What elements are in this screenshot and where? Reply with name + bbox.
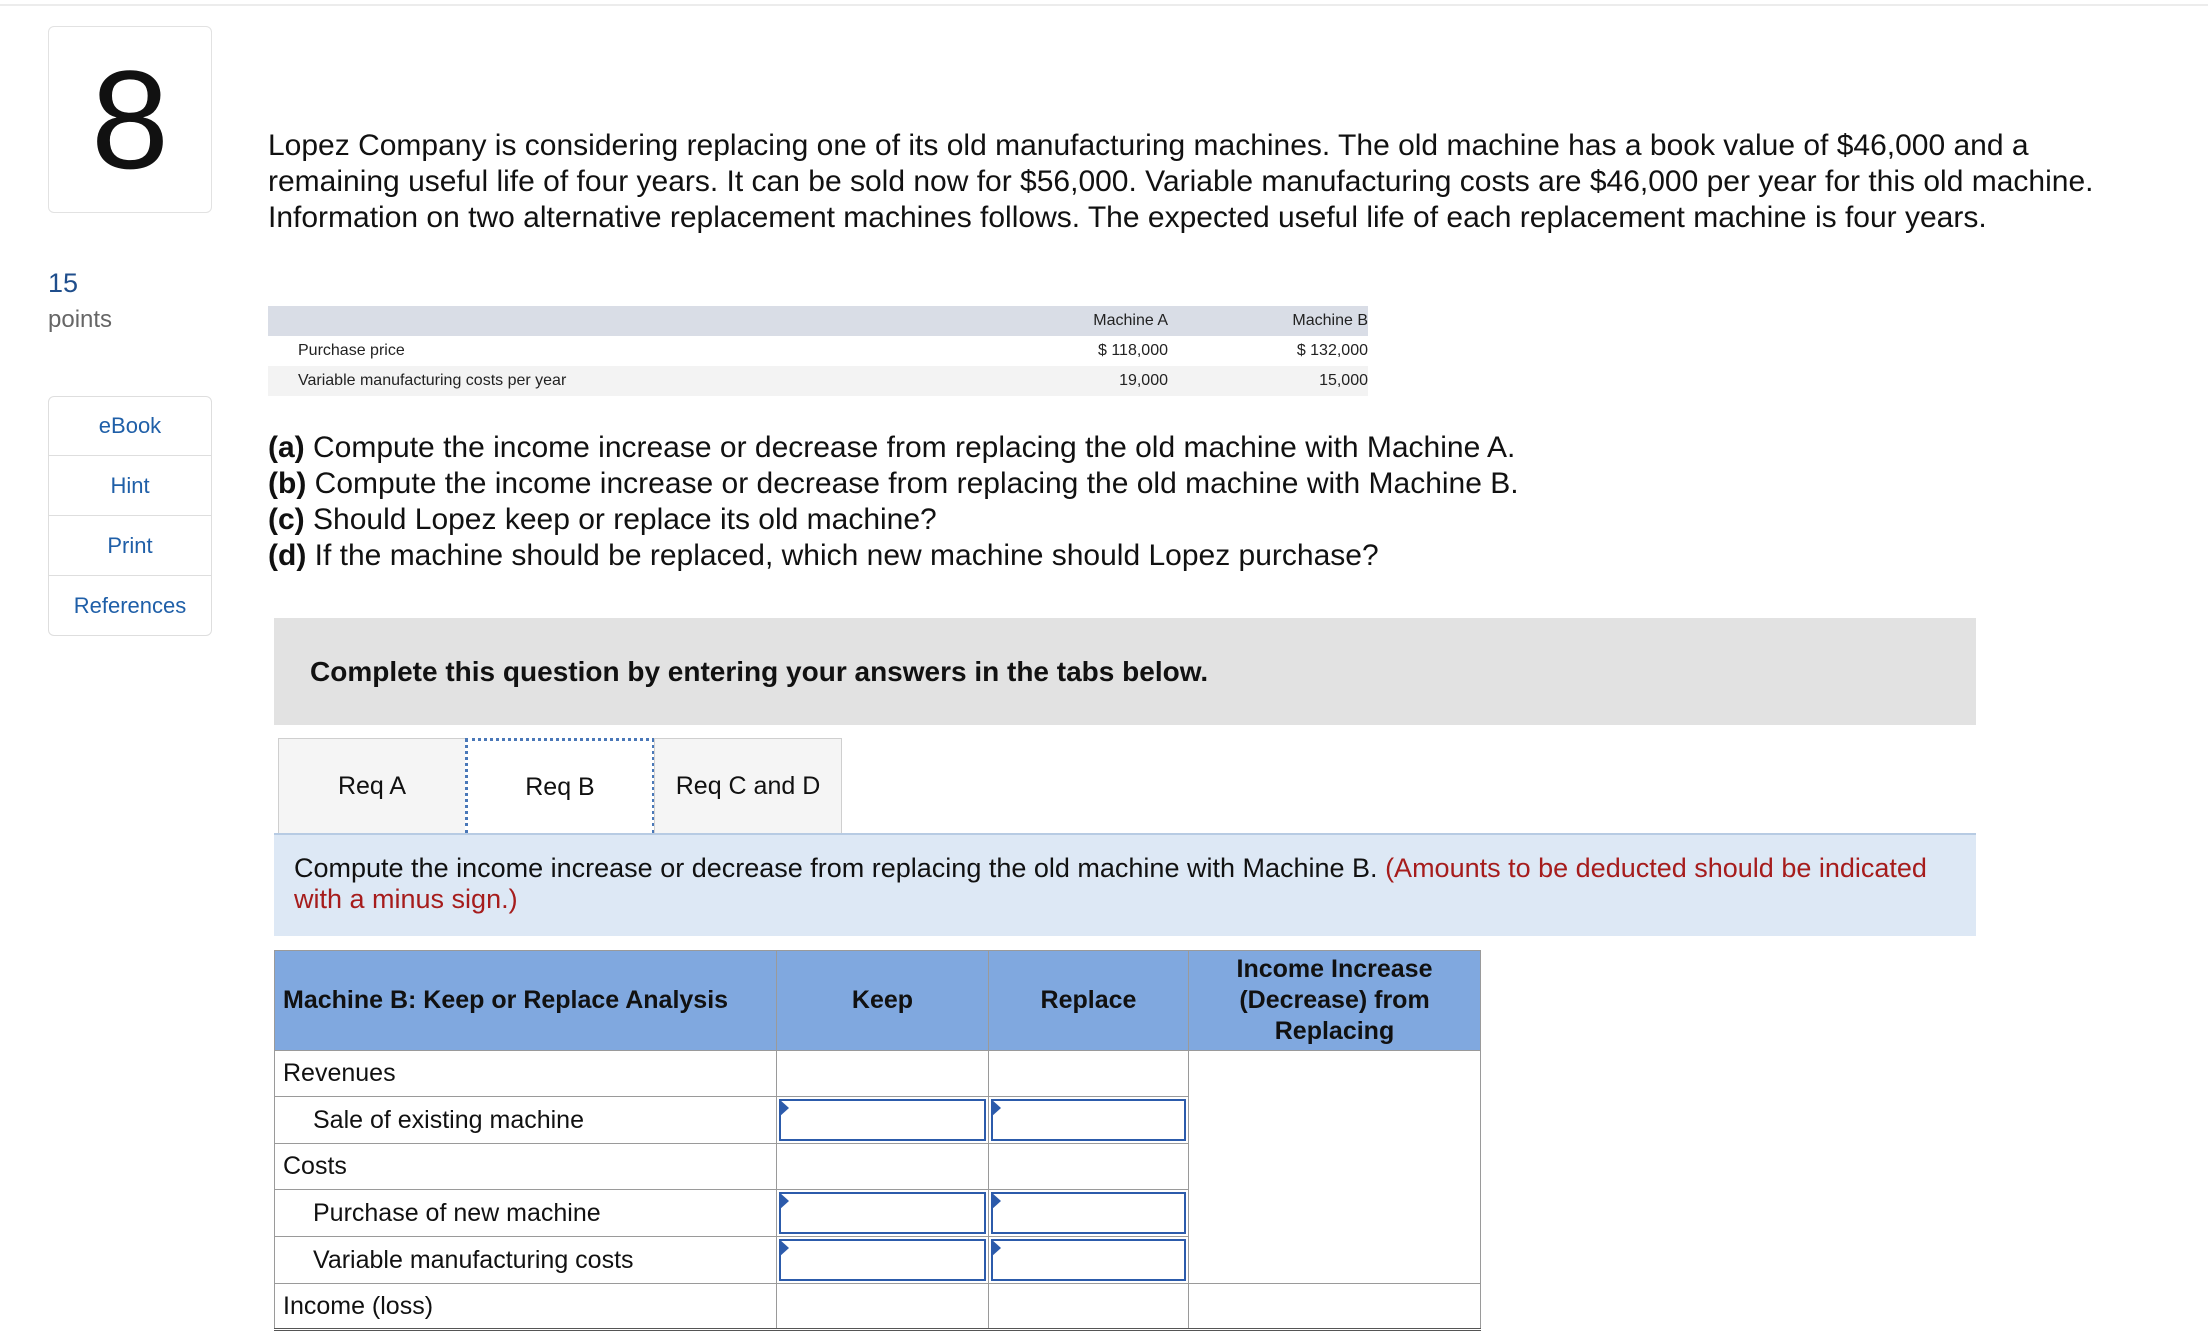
increase-cell xyxy=(1189,1144,1481,1190)
keep-income-cell xyxy=(777,1284,989,1330)
analysis-title-header: Machine B: Keep or Replace Analysis xyxy=(275,951,777,1051)
requirement-item xyxy=(268,466,1519,502)
machine-a-header: Machine A xyxy=(1093,312,1168,329)
sale-existing-label: Sale of existing machine xyxy=(275,1097,777,1144)
requirement-tag: (c) xyxy=(268,503,305,536)
increase-cell xyxy=(1189,1237,1481,1284)
increase-cell xyxy=(1189,1051,1481,1097)
table-row xyxy=(275,1190,1481,1237)
print-link[interactable]: Print xyxy=(49,515,211,575)
requirement-text: Should Lopez keep or replace its old machine? xyxy=(304,503,937,536)
replace-variable-input[interactable] xyxy=(989,1237,1189,1284)
machine-a-value: 19,000 xyxy=(1119,372,1168,389)
hint-link[interactable]: Hint xyxy=(49,455,211,515)
keep-variable-input[interactable] xyxy=(777,1237,989,1284)
problem-statement: Lopez Company is considering replacing one of its old manufacturing machines. The old machine has a book value of $46,000 and a remaining useful life of four years. It can be sold now for $56,000. Variable manufacturing costs are $46,000 per year for this old machine. Information on two alternative replacement machines follows. The expected useful life of each replacement machine is four years. xyxy=(268,129,2094,234)
requirement-item xyxy=(268,502,1519,538)
keep-cell xyxy=(777,1144,989,1190)
income-increase-header: Income Increase (Decrease) from Replacing xyxy=(1189,951,1481,1051)
replace-purchase-input[interactable] xyxy=(989,1190,1189,1237)
revenues-label: Revenues xyxy=(275,1051,777,1097)
resource-sidebar xyxy=(48,396,212,636)
machine-b-header: Machine B xyxy=(1292,312,1368,329)
row-label: Variable manufacturing costs per year xyxy=(298,372,567,389)
references-link[interactable]: References xyxy=(49,575,211,635)
income-loss-label: Income (loss) xyxy=(275,1284,777,1330)
instruction-banner: Complete this question by entering your answers in the tabs below. xyxy=(274,618,1976,725)
requirement-tag: (b) xyxy=(268,467,307,500)
replace-cell xyxy=(989,1144,1189,1190)
increase-cell xyxy=(1189,1190,1481,1237)
requirement-item xyxy=(268,430,1519,466)
top-divider xyxy=(0,4,2208,6)
ebook-link[interactable]: eBook xyxy=(98,413,162,438)
costs-label: Costs xyxy=(275,1144,777,1190)
tab-prompt xyxy=(274,833,1976,936)
machine-b-value: $ 132,000 xyxy=(1296,342,1368,359)
keep-cell xyxy=(777,1051,989,1097)
table-row xyxy=(275,1097,1481,1144)
machine-table-row xyxy=(268,366,1368,396)
requirement-text: Compute the income increase or decrease from replacing the old machine with Machine B. xyxy=(306,467,1519,500)
machine-b-value: 15,000 xyxy=(1319,372,1368,389)
machine-data-table xyxy=(268,306,1368,396)
keep-purchase-input[interactable] xyxy=(777,1190,989,1237)
requirement-tag: (a) xyxy=(268,431,305,464)
prompt-text: Compute the income increase or decrease from replacing the old machine with Machine B. xyxy=(294,853,1386,883)
tab-req-b[interactable]: Req B xyxy=(465,738,655,834)
replace-sale-input[interactable] xyxy=(989,1097,1189,1144)
increase-income-cell xyxy=(1189,1284,1481,1330)
replace-header: Replace xyxy=(989,951,1189,1051)
machine-table-row xyxy=(268,336,1368,366)
machine-a-value: $ 118,000 xyxy=(1098,342,1168,359)
requirement-item xyxy=(268,538,1519,574)
tab-req-a[interactable]: Req A xyxy=(278,738,466,834)
question-number: 8 xyxy=(48,26,212,213)
points-label: points xyxy=(48,306,113,333)
requirement-text: If the machine should be replaced, which new machine should Lopez purchase? xyxy=(306,539,1379,572)
tab-req-c-and-d[interactable]: Req C and D xyxy=(654,738,842,834)
purchase-new-label: Purchase of new machine xyxy=(275,1190,777,1237)
table-header-row xyxy=(275,951,1481,1051)
table-row xyxy=(275,1144,1481,1190)
keep-sale-input[interactable] xyxy=(777,1097,989,1144)
requirement-text: Compute the income increase or decrease from replacing the old machine with Machine A. xyxy=(304,431,1516,464)
table-row xyxy=(275,1284,1481,1330)
keep-header: Keep xyxy=(777,951,989,1051)
increase-cell xyxy=(1189,1097,1481,1144)
keep-replace-table xyxy=(274,950,1481,1331)
variable-costs-label: Variable manufacturing costs xyxy=(275,1237,777,1284)
points-value: 15 xyxy=(48,268,79,298)
replace-cell xyxy=(989,1051,1189,1097)
replace-income-cell xyxy=(989,1284,1189,1330)
requirements-list xyxy=(268,430,1519,574)
prompt-note: (Amounts to be deducted should be indicated with a minus sign.) xyxy=(294,853,1927,914)
table-row xyxy=(275,1237,1481,1284)
requirement-tag: (d) xyxy=(268,539,307,572)
requirement-tabs xyxy=(278,738,842,834)
row-label: Purchase price xyxy=(298,342,405,359)
table-row xyxy=(275,1051,1481,1097)
machine-table-header xyxy=(268,306,1368,336)
